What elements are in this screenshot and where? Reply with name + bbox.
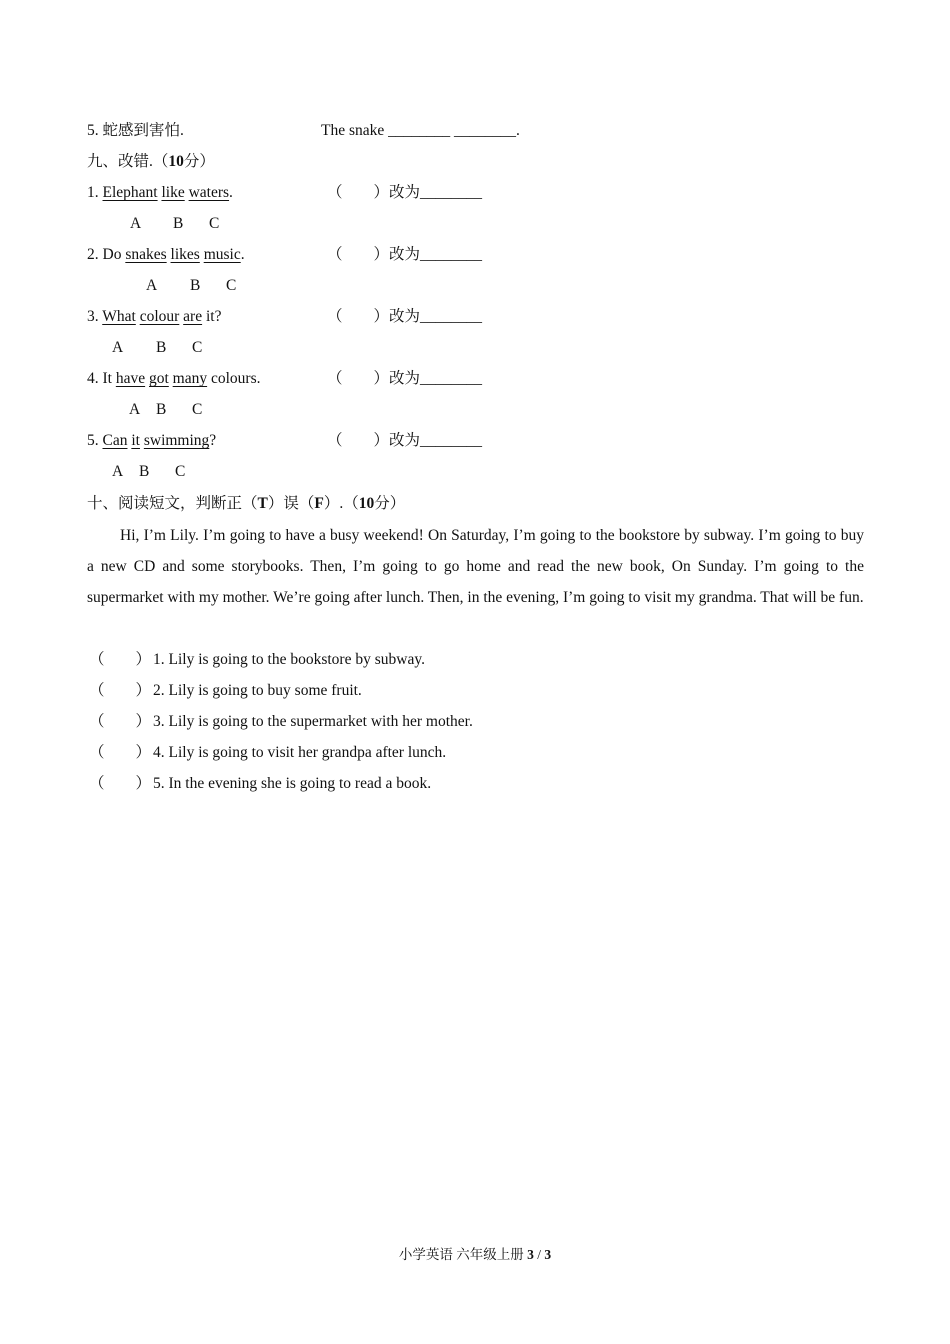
underlined-word: got xyxy=(148,370,169,387)
section9-title-text: 九、改错.（ xyxy=(87,153,169,170)
underlined-word: colour xyxy=(139,308,180,325)
error-item-number: 1. xyxy=(87,184,103,201)
answer-bracket[interactable]: （ ） xyxy=(89,651,152,668)
sentence-text: ? xyxy=(209,432,217,449)
answer-blank[interactable]: （ ）改为________ xyxy=(327,370,483,387)
sentence-text: It xyxy=(102,370,116,387)
statement-1: 1. Lily is going to the bookstore by subway. xyxy=(153,651,425,668)
section10-title-mid: ）误（ xyxy=(267,495,315,512)
answer-bracket[interactable]: （ ） xyxy=(89,682,152,699)
sentence-text: . xyxy=(240,246,245,263)
option-letter: C xyxy=(192,401,203,418)
underlined-word: What xyxy=(102,308,136,325)
option-letter: A xyxy=(146,277,158,294)
option-letter: B xyxy=(156,401,167,418)
underlined-word: it xyxy=(131,432,140,449)
underlined-word: snakes xyxy=(125,246,167,263)
section10-title-mid2: ）.（ xyxy=(323,495,359,512)
error-item-number: 4. xyxy=(87,370,103,387)
option-letter: A xyxy=(112,339,124,356)
underlined-word: Elephant xyxy=(102,184,158,201)
statement-3: 3. Lily is going to the supermarket with her mother. xyxy=(153,713,473,730)
option-letter: A xyxy=(129,401,141,418)
sentence-text: it? xyxy=(202,308,222,325)
underlined-word: likes xyxy=(170,246,200,263)
answer-blank[interactable]: （ ）改为________ xyxy=(327,246,483,263)
section10-title-text: 十、阅读短文，判断正（ xyxy=(87,495,258,512)
underlined-word: Can xyxy=(102,432,128,449)
answer-blank[interactable]: （ ）改为________ xyxy=(327,184,483,201)
section10-true-mark: T xyxy=(257,495,268,512)
underlined-word: swimming xyxy=(143,432,210,449)
option-letter: A xyxy=(112,463,124,480)
statement-2: 2. Lily is going to buy some fruit. xyxy=(153,682,362,699)
section10-score: 10 xyxy=(358,495,375,512)
prev-item-en xyxy=(321,121,520,141)
option-letter: C xyxy=(209,215,220,232)
prev-item-5 xyxy=(87,121,184,141)
underlined-word: music xyxy=(203,246,241,263)
error-item-3 xyxy=(87,307,221,327)
statement-5: 5. In the evening she is going to read a book. xyxy=(153,775,432,792)
option-letter: B xyxy=(139,463,150,480)
option-letter: C xyxy=(226,277,237,294)
footer-text: 小学英语 六年级上册 xyxy=(398,1247,524,1262)
sentence-text: Do xyxy=(102,246,126,263)
option-letter: B xyxy=(190,277,201,294)
answer-blank[interactable]: （ ）改为________ xyxy=(327,432,483,449)
page-footer xyxy=(0,1245,950,1265)
prev-item-cn: 5. 蛇感到害怕. xyxy=(87,122,184,139)
section10-title xyxy=(87,494,405,514)
underlined-word: are xyxy=(183,308,203,325)
prev-item-en-prefix: The snake xyxy=(321,122,385,139)
error-item-2 xyxy=(87,245,245,265)
option-letter: A xyxy=(130,215,142,232)
option-letter: B xyxy=(173,215,184,232)
answer-bracket[interactable]: （ ） xyxy=(89,744,152,761)
option-letter: C xyxy=(192,339,203,356)
underlined-word: have xyxy=(115,370,146,387)
error-item-number: 2. xyxy=(87,246,103,263)
statement-4: 4. Lily is going to visit her grandpa after lunch. xyxy=(153,744,447,761)
option-letter: B xyxy=(156,339,167,356)
sentence-text: . xyxy=(229,184,233,201)
footer-sep: / xyxy=(533,1247,545,1262)
sentence-text: colours. xyxy=(207,370,261,387)
answer-bracket[interactable]: （ ） xyxy=(89,775,152,792)
error-item-5 xyxy=(87,431,216,451)
error-item-4 xyxy=(87,369,261,389)
section9-title xyxy=(87,152,215,172)
footer-page: 3 xyxy=(527,1247,534,1262)
prev-item-blanks: ________ ________. xyxy=(388,122,520,139)
section9-score: 10 xyxy=(168,153,184,170)
underlined-word: waters xyxy=(188,184,230,201)
section9-title-end: 分） xyxy=(183,153,215,170)
underlined-word: many xyxy=(172,370,208,387)
underlined-word: like xyxy=(161,184,185,201)
error-item-1 xyxy=(87,183,233,203)
section10-false-mark: F xyxy=(314,495,324,512)
answer-bracket[interactable]: （ ） xyxy=(89,713,152,730)
reading-passage: Hi, I’m Lily. I’m going to have a busy weekend! On Saturday, I’m going to the bookstore by subway. I’m going to buy a new CD and some storybooks. Then, I’m going to go home and read the new book, On Sunday. I’m going to the supermarket with my mother. We’re going after lunch. Then, in the evening, I’m going to visit my grandma. That will be fun. xyxy=(87,527,864,606)
answer-blank[interactable]: （ ）改为________ xyxy=(327,308,483,325)
error-item-number: 3. xyxy=(87,308,103,325)
footer-total: 3 xyxy=(544,1247,552,1262)
section10-title-end: 分） xyxy=(374,495,406,512)
error-item-number: 5. xyxy=(87,432,103,449)
option-letter: C xyxy=(175,463,186,480)
